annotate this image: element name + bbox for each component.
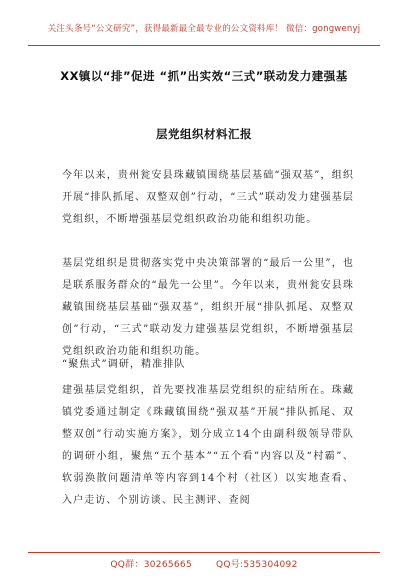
- section-heading-survey: “聚焦式”调研，精准排队: [62, 359, 186, 370]
- document-title-line-1: XX镇以“排”促进 “抓”出实效“三式”联动发力建强基: [60, 69, 348, 83]
- header-note: 关注头条号“公文研究”，获得最新最全最专业的公文资料库！ 微信：gongwenyj: [47, 24, 361, 34]
- paragraph-survey: 建强基层党组织，首先要找准基层党组织的症结所在。珠藏镇党委通过制定《珠藏镇围绕“强双基”开展“排队抓尾、双整双创”行动实施方案》，划分成立14个由副科级领导带队的调研小组，聚焦“五个基本”“五个看”内容以及“村霸”、软弱涣散问题清单等内容到14个村（社区）以实地查看、入户走访、个别访谈、民主测评、查阅: [62, 385, 354, 506]
- footer-divider: [28, 552, 380, 553]
- footer-qq-group: QQ群：30265665: [110, 560, 192, 570]
- header-divider: [28, 45, 380, 46]
- paragraph-intro: 今年以来，贵州瓮安县珠藏镇围绕基层基础“强双基”，组织开展“排队抓尾、双整双创”行动，“三式”联动发力建强基层党组织，不断增强基层党组织政治功能和组织功能。: [62, 170, 354, 225]
- paragraph-background: 基层党组织是贯彻落实党中央决策部署的“最后一公里”，也是联系服务群众的“最先一公里”。今年以来，贵州瓮安县珠藏镇围绕基层基础“强双基”，组织开展“排队抓尾、双整双创”行动，“三式”联动发力建强基层党组织，不断增强基层党组织政治功能和组织功能。: [62, 258, 354, 357]
- document-title-line-2: 层党组织材料汇报: [156, 127, 252, 141]
- footer: [0, 557, 408, 570]
- footer-qq-number: QQ号:535304092: [215, 560, 298, 570]
